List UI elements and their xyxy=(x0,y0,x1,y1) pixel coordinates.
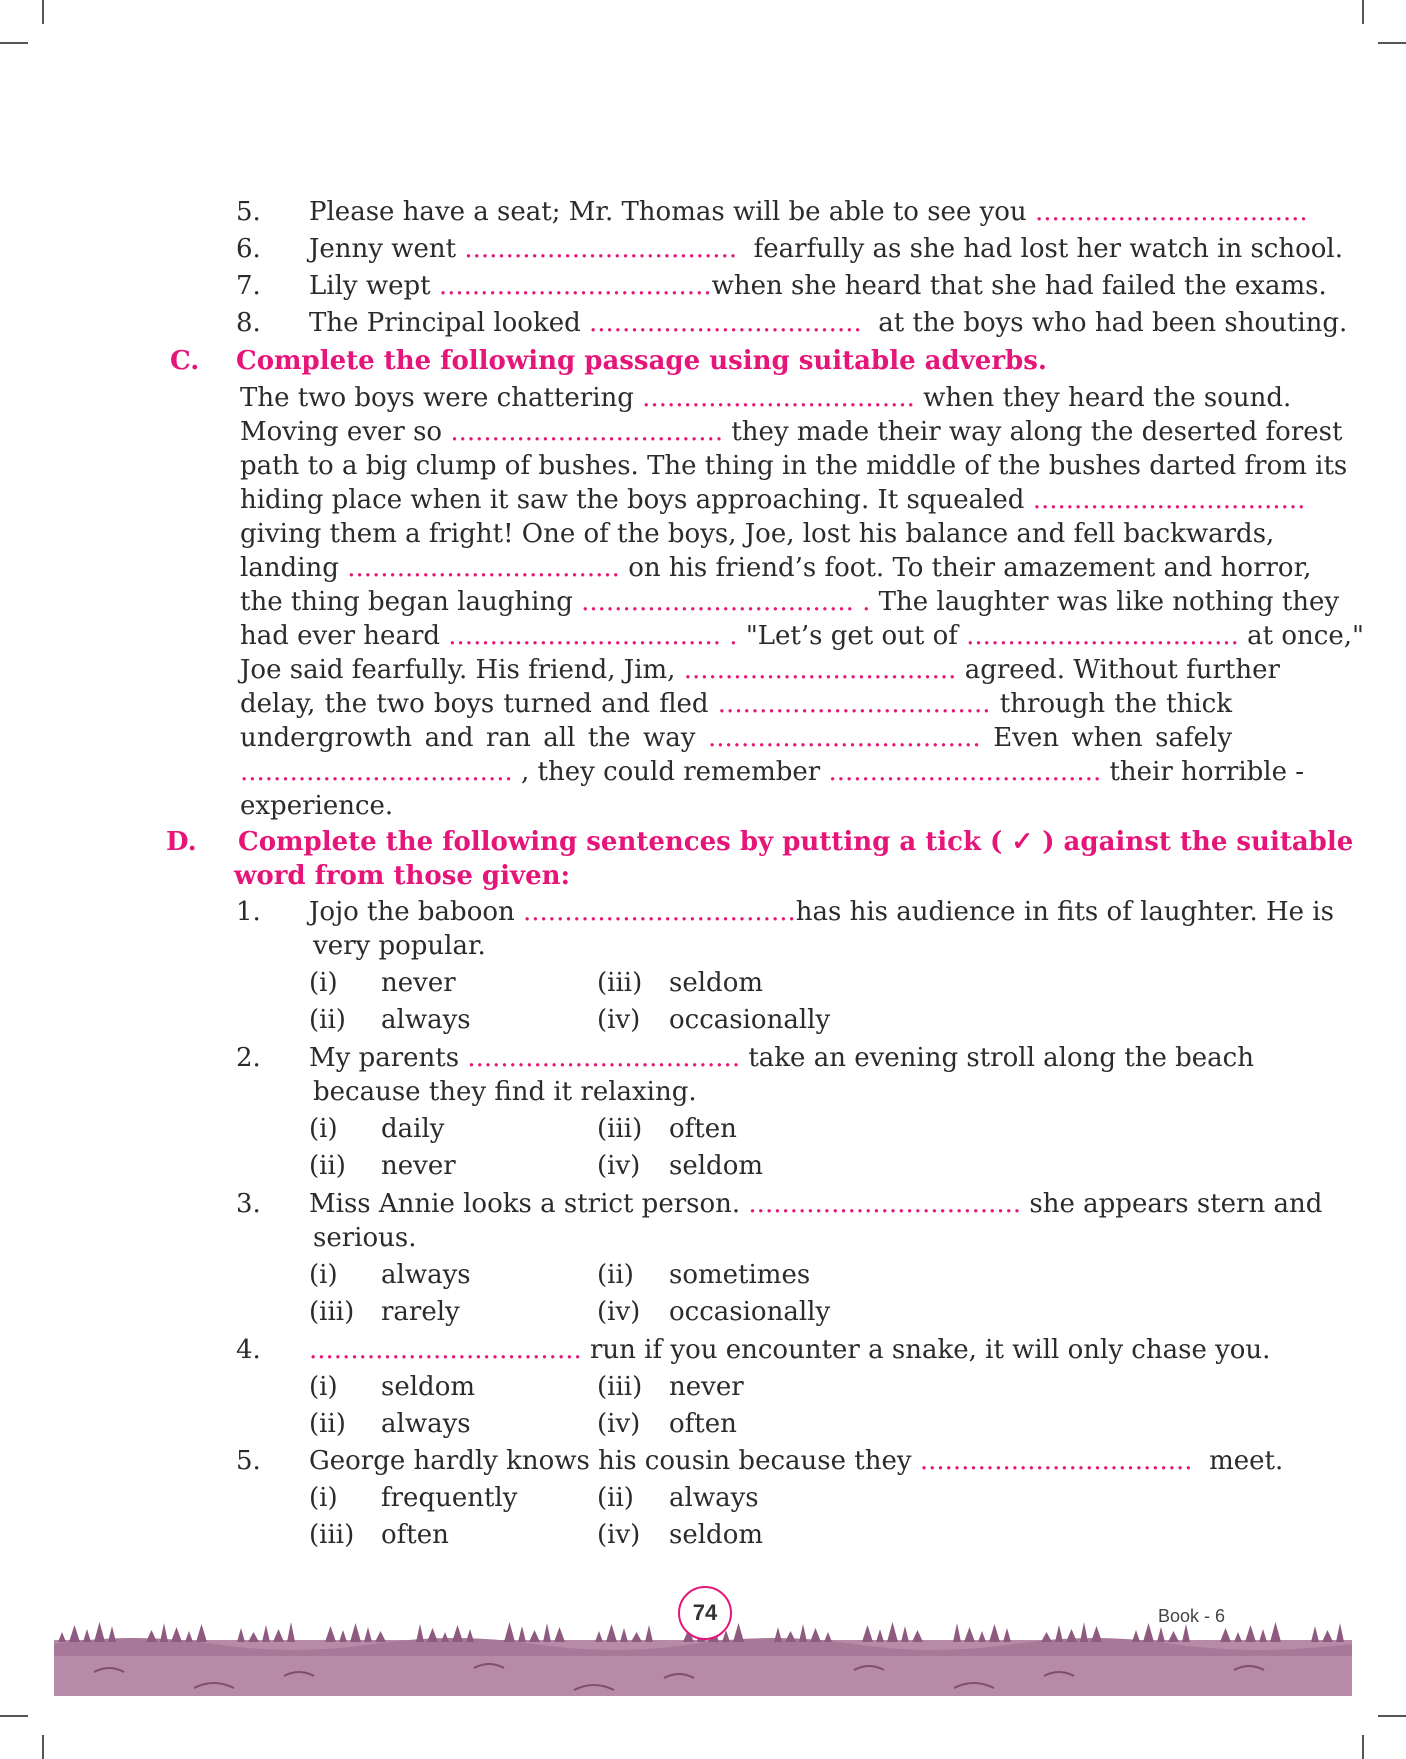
tree-icon xyxy=(416,1624,424,1642)
tree-icon xyxy=(645,1625,653,1642)
option-word[interactable]: often xyxy=(669,1114,737,1144)
item-number: 5. xyxy=(236,197,261,227)
page-number: 74 xyxy=(678,1586,732,1640)
tree-icon xyxy=(1055,1625,1063,1642)
option-label: (iv) xyxy=(597,1297,641,1327)
option-label: (ii) xyxy=(597,1483,634,1513)
option-word[interactable]: seldom xyxy=(669,1151,763,1181)
option-label: (iii) xyxy=(597,1372,643,1402)
option-word[interactable]: occasionally xyxy=(669,1005,831,1035)
answer-blank[interactable]: ................................. xyxy=(309,1335,582,1365)
tree-icon xyxy=(69,1625,80,1642)
tree-icon xyxy=(185,1631,193,1642)
answer-blank[interactable]: ................................. xyxy=(707,723,981,753)
answer-blank[interactable]: ................................. xyxy=(347,553,620,583)
option-label: (iv) xyxy=(597,1520,641,1550)
sentence: Lily wept .................................when she heard that she had failed the exams. xyxy=(309,271,1327,301)
tree-icon xyxy=(248,1632,259,1642)
tree-icon xyxy=(887,1622,898,1642)
sentence: The Principal looked ................................. at the boys who had been shouting. xyxy=(309,308,1348,338)
passage-line: delay, the two boys turned and fled ................................. through the thick xyxy=(240,689,1232,719)
option-word[interactable]: always xyxy=(669,1483,759,1513)
answer-blank[interactable]: ................................. xyxy=(828,757,1102,787)
tree-icon xyxy=(146,1630,157,1642)
option-word[interactable]: seldom xyxy=(669,1520,763,1550)
option-word[interactable]: seldom xyxy=(669,968,763,998)
option-label: (iii) xyxy=(309,1520,355,1550)
option-word[interactable]: rarely xyxy=(381,1297,460,1327)
option-label: (iv) xyxy=(597,1409,641,1439)
answer-blank[interactable]: ................................. xyxy=(717,689,991,719)
tree-icon xyxy=(631,1632,642,1642)
option-word[interactable]: often xyxy=(669,1409,737,1439)
question-text: Jojo the baboon .................................has his audience in fits of laughter. He is xyxy=(309,897,1334,927)
option-label: (iii) xyxy=(309,1297,355,1327)
answer-blank[interactable]: ................................. xyxy=(1034,197,1308,227)
option-label: (i) xyxy=(309,968,338,998)
answer-blank[interactable]: ................................. xyxy=(919,1446,1193,1476)
tree-icon xyxy=(196,1624,207,1642)
answer-blank[interactable]: ................................. xyxy=(438,271,712,301)
tree-icon xyxy=(862,1625,873,1642)
crop-mark xyxy=(1362,0,1364,24)
tree-icon xyxy=(339,1630,347,1642)
option-label: (i) xyxy=(309,1483,338,1513)
crop-mark xyxy=(42,1735,44,1759)
item-number: 7. xyxy=(236,271,261,301)
option-label: (i) xyxy=(309,1260,338,1290)
question-number: 2. xyxy=(236,1043,261,1073)
passage-line: The two boys were chattering ................................. when they heard the sound. xyxy=(240,383,1292,413)
tree-icon xyxy=(1143,1623,1154,1642)
question-number: 1. xyxy=(236,897,261,927)
crop-mark xyxy=(1378,1715,1406,1717)
tree-icon xyxy=(1220,1628,1231,1642)
option-label: (ii) xyxy=(309,1151,346,1181)
passage-line: Joe said fearfully. His friend, Jim, ................................. agreed. Without further xyxy=(240,655,1280,685)
answer-blank[interactable]: ................................. xyxy=(464,234,738,264)
section-letter: D. xyxy=(166,827,197,857)
book-label: Book - 6 xyxy=(1158,1606,1226,1626)
question-number: 5. xyxy=(236,1446,261,1476)
tree-icon xyxy=(237,1628,245,1642)
passage-line: had ever heard ................................. . "Let’s get out of ................................. at once," xyxy=(240,621,1364,651)
question-number: 4. xyxy=(236,1335,261,1365)
tree-icon xyxy=(1245,1625,1256,1642)
question-text: ................................. run if you encounter a snake, it will only chase you. xyxy=(309,1335,1271,1365)
tree-icon xyxy=(953,1623,961,1642)
tree-icon xyxy=(1091,1626,1102,1642)
tree-icon xyxy=(799,1624,807,1642)
option-label: (i) xyxy=(309,1114,338,1144)
tree-icon xyxy=(375,1631,386,1642)
section-heading: Complete the following sentences by putting a tick ( ✓ ) against the suitable xyxy=(238,827,1354,857)
question-number: 3. xyxy=(236,1189,261,1219)
answer-blank[interactable]: ................................. xyxy=(966,621,1239,651)
question-text: My parents ................................. take an evening stroll along the beach xyxy=(309,1043,1254,1073)
answer-blank[interactable]: ................................. . xyxy=(581,587,871,617)
question-text: Miss Annie looks a strict person. ................................. she appears stern and xyxy=(309,1189,1323,1219)
tree-icon xyxy=(1311,1626,1319,1642)
option-word[interactable]: never xyxy=(669,1372,744,1402)
tree-icon xyxy=(452,1625,463,1642)
tree-icon xyxy=(810,1628,821,1642)
tree-icon xyxy=(466,1629,474,1642)
option-label: (iv) xyxy=(597,1151,641,1181)
option-word[interactable]: always xyxy=(381,1409,471,1439)
option-word[interactable]: daily xyxy=(381,1114,445,1144)
option-label: (iii) xyxy=(597,968,643,998)
passage-line: the thing began laughing ................................. . The laughter was like nothing they xyxy=(240,587,1340,617)
answer-blank[interactable]: ................................. xyxy=(1032,485,1306,515)
section-heading: Complete the following passage using suitable adverbs. xyxy=(236,346,1047,376)
answer-blank[interactable]: ................................. . xyxy=(448,621,738,651)
tree-icon xyxy=(964,1627,975,1642)
option-word[interactable]: sometimes xyxy=(669,1260,811,1290)
tree-icon xyxy=(1234,1632,1242,1642)
tree-icon xyxy=(595,1631,603,1642)
tree-icon xyxy=(733,1623,744,1642)
tree-icon xyxy=(876,1629,884,1642)
crop-mark xyxy=(1378,42,1406,44)
tree-icon xyxy=(1003,1628,1011,1642)
option-label: (iv) xyxy=(597,1005,641,1035)
tree-icon xyxy=(287,1622,295,1642)
passage-line: giving them a fright! One of the boys, Joe, lost his balance and fell backwards, xyxy=(240,519,1275,549)
tree-icon xyxy=(262,1625,270,1642)
answer-blank[interactable]: ................................. xyxy=(683,655,957,685)
option-label: (ii) xyxy=(309,1005,346,1035)
tree-icon xyxy=(620,1628,628,1642)
tree-icon xyxy=(1168,1631,1179,1642)
option-word[interactable]: occasionally xyxy=(669,1297,831,1327)
tree-icon xyxy=(606,1624,617,1642)
tree-icon xyxy=(1041,1632,1052,1642)
passage-line: landing ................................. on his friend’s foot. To their amazement and horror, xyxy=(240,553,1312,583)
crop-mark xyxy=(42,0,44,24)
crop-mark xyxy=(0,1715,28,1717)
tree-icon xyxy=(554,1627,565,1642)
option-word[interactable]: frequently xyxy=(381,1483,518,1513)
tree-icon xyxy=(273,1629,284,1642)
option-word[interactable]: seldom xyxy=(381,1372,475,1402)
tree-icon xyxy=(325,1626,336,1642)
section-letter: C. xyxy=(170,346,200,376)
section-heading-cont: word from those given: xyxy=(234,861,571,891)
tree-icon xyxy=(529,1630,540,1642)
tree-icon xyxy=(1336,1623,1344,1642)
answer-blank[interactable]: ................................. xyxy=(748,1189,1022,1219)
item-number: 8. xyxy=(236,308,261,338)
answer-blank[interactable]: ................................. xyxy=(589,308,862,338)
tree-icon xyxy=(504,1622,515,1642)
tree-icon xyxy=(94,1622,105,1642)
tree-icon xyxy=(518,1626,526,1642)
answer-blank[interactable]: ................................. xyxy=(450,417,724,447)
tree-icon xyxy=(1157,1627,1165,1642)
tree-icon xyxy=(171,1627,182,1642)
passage-line: ................................. , they could remember ................................. their horrible - xyxy=(240,757,1305,787)
passage-line: experience. xyxy=(240,791,394,821)
answer-blank[interactable]: ................................. xyxy=(523,897,796,927)
question-text-cont: serious. xyxy=(313,1223,417,1253)
crop-mark xyxy=(1362,1735,1364,1759)
option-word[interactable]: always xyxy=(381,1260,471,1290)
passage-line: hiding place when it saw the boys approaching. It squealed ................................. xyxy=(240,485,1306,515)
question-text: George hardly knows his cousin because they ................................. meet. xyxy=(309,1446,1284,1476)
crop-mark xyxy=(0,42,28,44)
passage-line: undergrowth and ran all the way ................................. Even when safely xyxy=(240,723,1233,753)
tree-icon xyxy=(1080,1622,1088,1642)
tree-icon xyxy=(824,1632,832,1642)
tree-icon xyxy=(108,1626,116,1642)
passage-line: Moving ever so ................................. they made their way along the deserted forest xyxy=(240,417,1343,447)
tree-icon xyxy=(543,1623,551,1642)
tree-icon xyxy=(978,1631,986,1642)
option-word[interactable]: often xyxy=(381,1520,449,1550)
tree-icon xyxy=(774,1627,782,1642)
tree-icon xyxy=(1270,1622,1281,1642)
option-label: (ii) xyxy=(309,1409,346,1439)
sentence: Please have a seat; Mr. Thomas will be able to see you ................................. xyxy=(309,197,1308,227)
passage-line: path to a big clump of bushes. The thing in the middle of the bushes darted from its xyxy=(240,451,1348,481)
tree-icon xyxy=(1322,1630,1333,1642)
tree-icon xyxy=(364,1627,372,1642)
option-word[interactable]: never xyxy=(381,1151,456,1181)
tree-icon xyxy=(1066,1629,1077,1642)
sentence: Jenny went ................................. fearfully as she had lost her watch in school. xyxy=(309,234,1344,264)
answer-blank[interactable]: ................................. xyxy=(240,757,513,787)
tree-icon xyxy=(350,1623,361,1642)
item-number: 6. xyxy=(236,234,261,264)
option-label: (ii) xyxy=(597,1260,634,1290)
tree-icon xyxy=(58,1632,66,1642)
option-label: (iii) xyxy=(597,1114,643,1144)
question-text-cont: because they find it relaxing. xyxy=(313,1077,697,1107)
option-word[interactable]: always xyxy=(381,1005,471,1035)
tree-icon xyxy=(83,1629,91,1642)
tree-icon xyxy=(1259,1629,1267,1642)
tree-icon xyxy=(1132,1630,1140,1642)
question-text-cont: very popular. xyxy=(313,931,486,961)
tree-icon xyxy=(901,1626,909,1642)
tree-icon xyxy=(912,1630,923,1642)
tree-icon xyxy=(427,1628,438,1642)
option-label: (i) xyxy=(309,1372,338,1402)
answer-blank[interactable]: ................................. xyxy=(642,383,915,413)
option-word[interactable]: never xyxy=(381,968,456,998)
tree-icon xyxy=(160,1623,168,1642)
tree-icon xyxy=(989,1624,1000,1642)
tree-icon xyxy=(441,1632,449,1642)
answer-blank[interactable]: ................................. xyxy=(467,1043,741,1073)
tree-icon xyxy=(785,1631,796,1642)
